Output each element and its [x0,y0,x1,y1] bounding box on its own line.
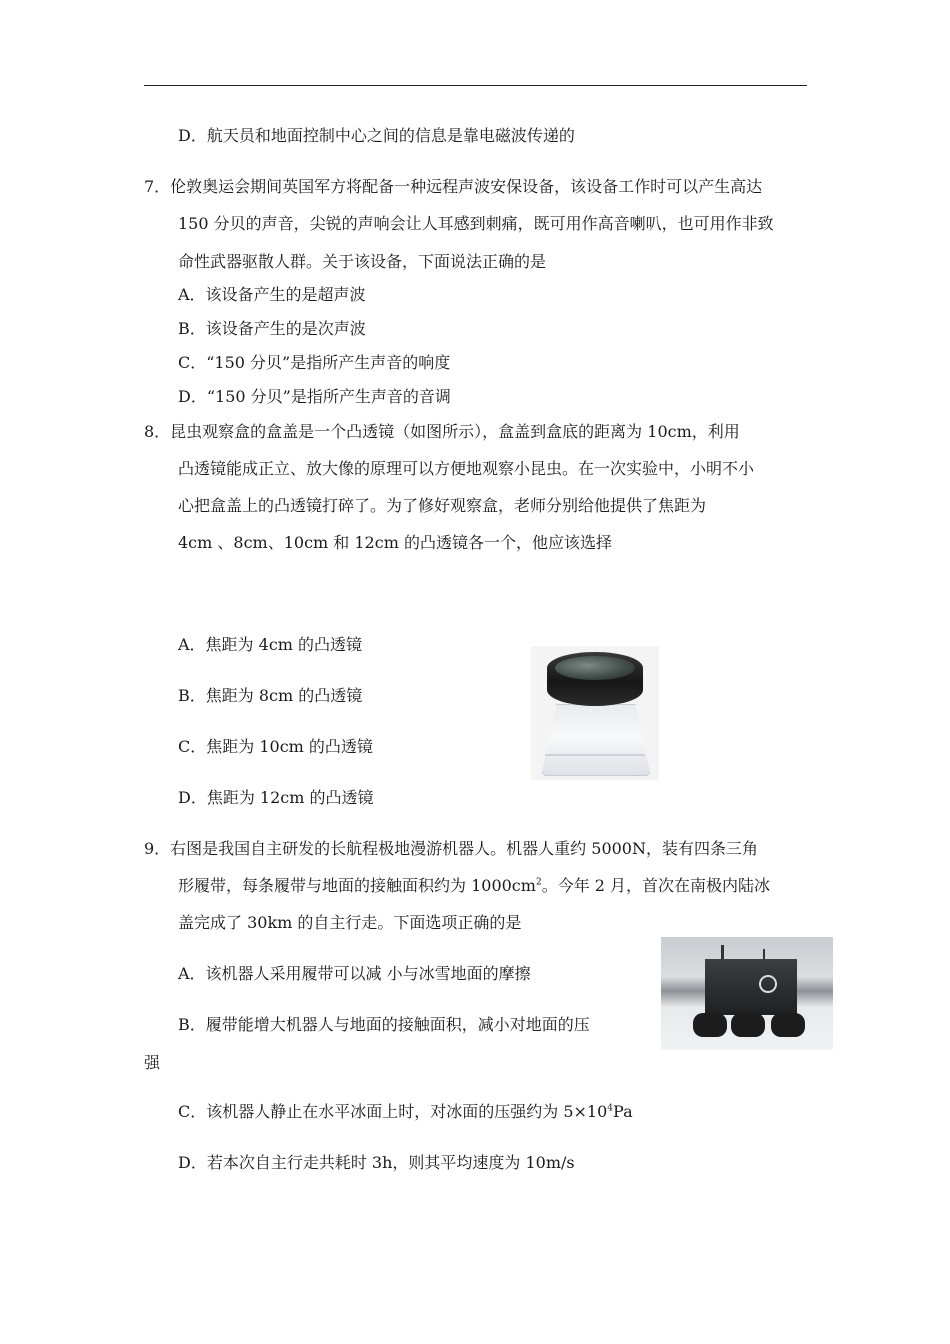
q8-option-d: D．焦距为 12cm 的凸透镜 [178,788,374,807]
q8-option-b: B．焦距为 8cm 的凸透镜 [178,686,363,705]
q7-option-d: D．“150 分贝”是指所产生声音的音调 [178,387,451,406]
q9-c-unit: Pa [613,1102,633,1121]
q9-stem-line1: 9．右图是我国自主研发的长航程极地漫游机器人。机器人重约 5000N，装有四条三角 [144,839,758,858]
convex-lens [555,656,635,680]
q9-option-b: B．履带能增大机器人与地面的接触面积，减小对地面的压 [178,1015,590,1034]
q8-option-c: C．焦距为 10cm 的凸透镜 [178,737,373,756]
header-rule [144,85,807,86]
insect-viewer-box-image [531,646,659,780]
robot-track [771,1013,805,1037]
q7-option-c: C．“150 分贝”是指所产生声音的响度 [178,353,451,372]
q8-stem-line3: 心把盒盖上的凸透镜打碎了。为了修好观察盒，老师分别给他提供了焦距为 [178,496,707,515]
q9-line2-superscript: 2 [535,877,542,888]
q8-stem-line1: 8．昆虫观察盒的盒盖是一个凸透镜（如图所示），盒盖到盒底的距离为 10cm，利用 [144,422,740,441]
q7-option-a: A．该设备产生的是超声波 [178,285,366,304]
robot-logo-icon [759,975,777,993]
q9-line2-text: 形履带，每条履带与地面的接触面积约为 1000cm [178,876,536,895]
q8-option-a: A．焦距为 4cm 的凸透镜 [178,635,363,654]
q6-option-d: D．航天员和地面控制中心之间的信息是靠电磁波传递的 [178,126,575,145]
robot-body [705,959,797,1015]
robot-track [731,1013,765,1037]
viewer-base-line [545,754,645,756]
q9-c-text: C．该机器人静止在水平冰面上时，对冰面的压强约为 5×10 [178,1102,608,1121]
q8-stem-line4: 4cm 、8cm、10cm 和 12cm 的凸透镜各一个，他应该选择 [178,533,612,552]
q7-option-b: B．该设备产生的是次声波 [178,319,366,338]
polar-robot-image [661,937,833,1050]
q9-stem-line2 [178,876,770,896]
q9-option-b-wrap: 强 [144,1053,161,1072]
q9-option-a: A．该机器人采用履带可以减 小与冰雪地面的摩擦 [178,964,531,983]
q9-option-c [178,1102,633,1122]
q7-stem-line1: 7．伦敦奥运会期间英国军方将配备一种远程声波安保设备，该设备工作时可以产生高达 [144,177,763,196]
q7-stem-line3: 命性武器驱散人群。关于该设备，下面说法正确的是 [178,252,547,271]
q9-c-superscript: 4 [607,1103,614,1114]
q7-stem-line2: 150 分贝的声音，尖锐的声响会让人耳感到刺痛，既可用作高音喇叭，也可用作非致 [178,214,774,233]
viewer-base [541,704,651,776]
robot-track [693,1013,727,1037]
q9-stem-line3: 盖完成了 30km 的自主行走。下面选项正确的是 [178,913,522,932]
q9-option-d: D．若本次自主行走共耗时 3h，则其平均速度为 10m/s [178,1153,575,1172]
q9-line2-text-after: 。今年 2 月，首次在南极内陆冰 [541,876,771,895]
q8-stem-line2: 凸透镜能成正立、放大像的原理可以方便地观察小昆虫。在一次实验中，小明不小 [178,459,755,478]
